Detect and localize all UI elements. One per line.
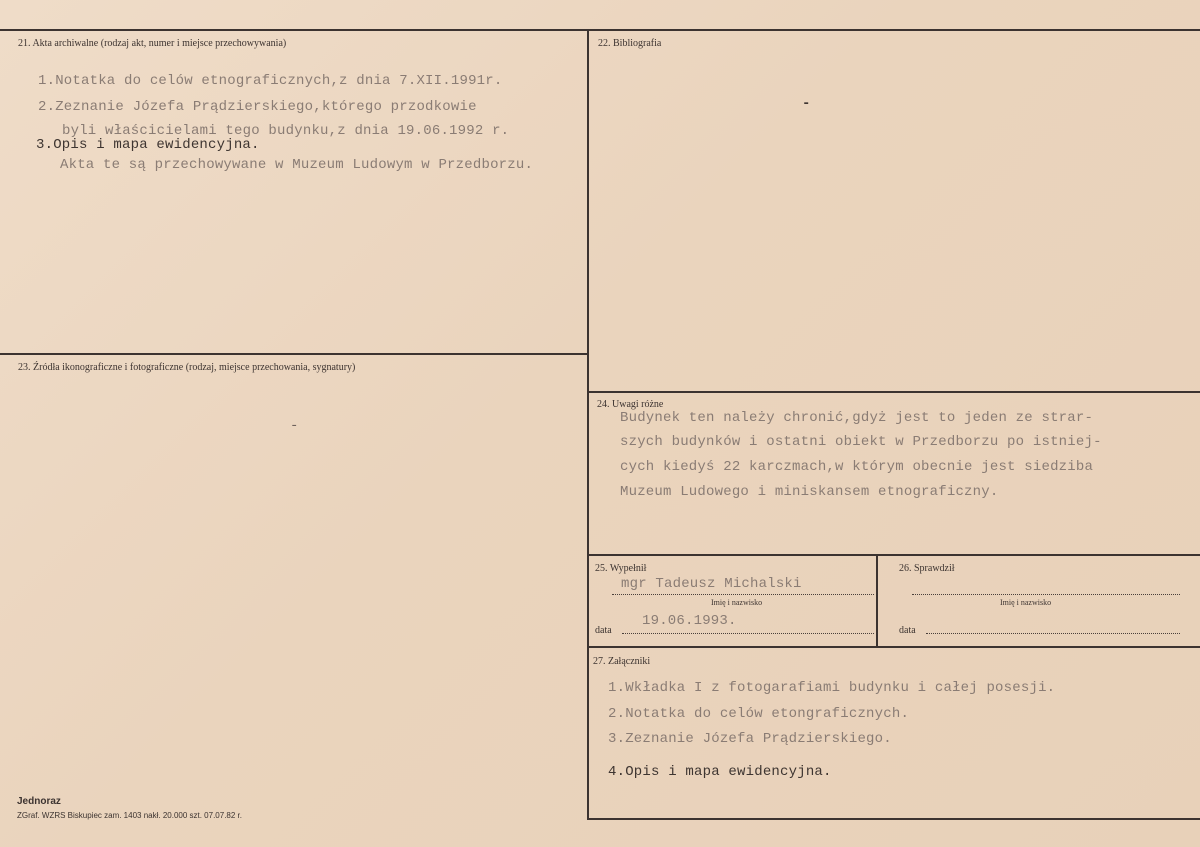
checked-by-date-line bbox=[926, 633, 1180, 634]
section-24-line-2: szych budynków i ostatni obiekt w Przedborzu po istniej- bbox=[620, 434, 1102, 450]
section-23-value: - bbox=[290, 418, 299, 434]
section-25-label: 25. Wypełnił bbox=[595, 563, 647, 574]
section-21-line-2: 2.Zeznanie Józefa Prądzierskiego,którego przodkowie bbox=[38, 99, 477, 115]
footer-title: Jednoraz bbox=[17, 796, 61, 807]
filled-by-name: mgr Tadeusz Michalski bbox=[621, 576, 802, 592]
filled-by-date-line bbox=[622, 633, 874, 634]
section-24-line-1: Budynek ten należy chronić,gdyż jest to jeden ze strar- bbox=[620, 410, 1094, 426]
section-21-line-4: 3.Opis i mapa ewidencyjna. bbox=[36, 137, 260, 153]
divider-24-25 bbox=[589, 554, 1200, 556]
section-23-label: 23. Źródła ikonograficzne i fotograficzne (rodzaj, miejsce przechowania, sygnatury) bbox=[18, 362, 356, 373]
filled-by-date: 19.06.1993. bbox=[642, 613, 737, 629]
section-21-label: 21. Akta archiwalne (rodzaj akt, numer i miejsce przechowywania) bbox=[18, 38, 287, 49]
filled-by-name-line bbox=[612, 594, 874, 595]
divider-25-26 bbox=[876, 554, 878, 648]
filled-by-date-label: data bbox=[595, 625, 612, 636]
checked-by-name-line bbox=[912, 594, 1180, 595]
section-27-line-4: 4.Opis i mapa ewidencyjna. bbox=[608, 764, 832, 780]
section-26-label: 26. Sprawdził bbox=[899, 563, 955, 574]
section-27-line-3: 3.Zeznanie Józefa Prądzierskiego. bbox=[608, 731, 892, 747]
filled-by-name-caption: Imię i nazwisko bbox=[711, 598, 763, 607]
section-21-line-5: Akta te są przechowywane w Muzeum Ludowym w Przedborzu. bbox=[60, 157, 534, 173]
section-27-label: 27. Załączniki bbox=[593, 656, 651, 667]
section-21-line-1: 1.Notatka do celów etnograficznych,z dnia 7.XII.1991r. bbox=[38, 73, 503, 89]
divider-21-23 bbox=[0, 353, 589, 355]
section-22-value: - bbox=[802, 96, 811, 112]
section-21-line-3: byli właścicielami tego budynku,z dnia 19.06.1992 r. bbox=[62, 123, 510, 139]
section-24-label: 24. Uwagi różne bbox=[597, 399, 664, 410]
section-27-line-2: 2.Notatka do celów etongraficznych. bbox=[608, 706, 910, 722]
section-24-line-4: Muzeum Ludowego i miniskansem etnograficzny. bbox=[620, 484, 999, 500]
bottom-border-right bbox=[589, 818, 1200, 820]
section-27-line-1: 1.Wkładka I z fotogarafiami budynku i całej posesji. bbox=[608, 680, 1056, 696]
center-divider bbox=[587, 29, 589, 820]
section-22-label: 22. Bibliografia bbox=[598, 38, 662, 49]
divider-22-24 bbox=[589, 391, 1200, 393]
checked-by-name-caption: Imię i nazwisko bbox=[1000, 598, 1052, 607]
footer-print-info: ZGraf. WZRS Biskupiec zam. 1403 nakł. 20.000 szt. 07.07.82 r. bbox=[17, 811, 242, 820]
section-24-line-3: cych kiedyś 22 karczmach,w którym obecnie jest siedziba bbox=[620, 459, 1094, 475]
divider-25-27 bbox=[589, 646, 1200, 648]
top-border bbox=[0, 29, 1200, 31]
checked-by-date-label: data bbox=[899, 625, 916, 636]
